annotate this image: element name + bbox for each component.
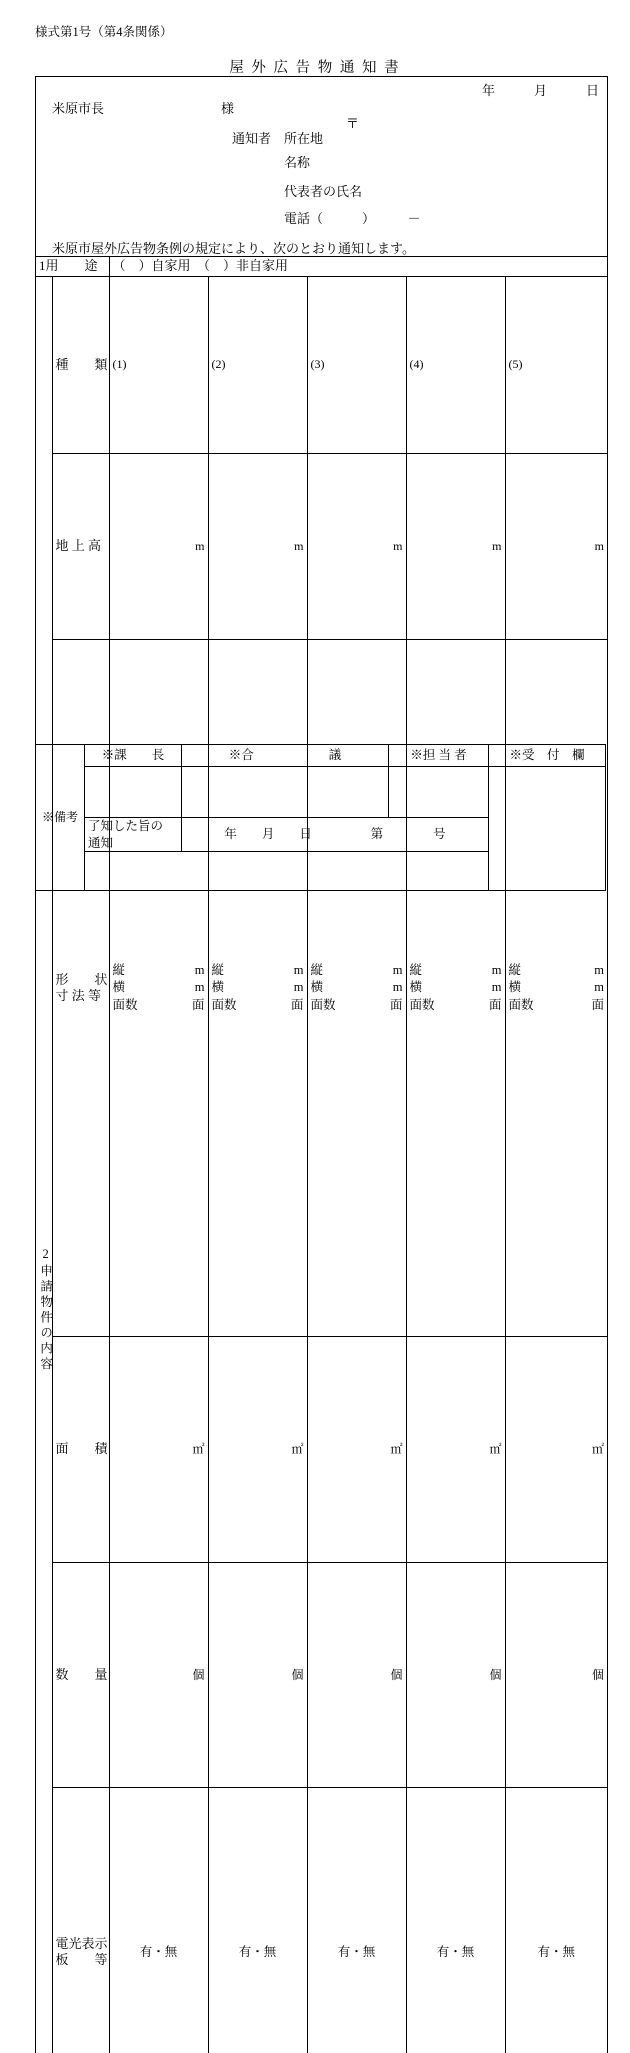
shape-label-line1: 形 状	[56, 972, 106, 988]
addressee-label: 米原市長	[52, 98, 104, 117]
shape-v-label: 縦	[113, 963, 126, 979]
shape-v-unit: m	[294, 963, 304, 979]
kind-col-5: (5)	[505, 277, 607, 454]
shape-h-unit: m	[492, 980, 502, 996]
quantity-cell: 個	[406, 1562, 505, 1788]
electric-label-line2: 板 等	[56, 1952, 106, 1968]
notice-label-line2: 通知	[88, 835, 178, 851]
header-block	[36, 77, 607, 257]
notifier-representative-label: 代表者の氏名	[284, 181, 362, 200]
ground-height-label: 地 上 高	[52, 453, 109, 639]
main-form-box	[35, 76, 608, 2053]
section1-usage-options: （ ）自家用 （ ）非自家用	[109, 257, 607, 277]
shape-faces-label: 面数	[509, 998, 534, 1014]
consultation-cell	[182, 767, 389, 818]
shape-v-label: 縦	[311, 963, 324, 979]
ground-height-cell: m	[307, 453, 406, 639]
acknowledgement-notice-label	[85, 818, 182, 852]
honorific-label: 様	[221, 98, 234, 117]
ground-height-cell: m	[406, 453, 505, 639]
document-title: 屋 外 広 告 物 通 知 書	[0, 56, 630, 77]
shape-label-line2: 寸 法 等	[56, 988, 106, 1004]
kind-col-1: (1)	[109, 277, 208, 454]
shape-h-label: 横	[311, 980, 324, 996]
shape-faces-unit: 面	[390, 998, 403, 1014]
electric-display-label	[52, 1788, 109, 2053]
acknowledgement-notice-cell	[182, 818, 489, 852]
shape-h-unit: m	[294, 980, 304, 996]
section2-side-label: 2申請物件の内容	[37, 283, 53, 2053]
form-number: 様式第1号（第4条関係）	[35, 22, 173, 40]
shape-v-label: 縦	[509, 963, 522, 979]
area-cell: ㎡	[109, 1336, 208, 1562]
area-cell: ㎡	[406, 1336, 505, 1562]
electric-label-line1: 電光表示	[56, 1936, 106, 1952]
date-line: 年 月 日	[482, 80, 599, 99]
notifier-address-label: 所在地	[284, 128, 323, 147]
notifier-label: 通知者	[232, 128, 271, 147]
notifier-phone-label: 電話（ ） －	[284, 208, 421, 227]
area-cell: ㎡	[307, 1336, 406, 1562]
electric-choice-cell: 有・無	[307, 1788, 406, 2053]
ground-height-cell: m	[109, 453, 208, 639]
kind-col-2: (2)	[208, 277, 307, 454]
reception-cell	[489, 767, 606, 891]
shape-v-unit: m	[195, 963, 205, 979]
shape-faces-unit: 面	[591, 998, 604, 1014]
electric-choice-cell: 有・無	[406, 1788, 505, 2053]
quantity-cell: 個	[505, 1562, 607, 1788]
shape-v-unit: m	[393, 963, 403, 979]
remarks-table	[35, 744, 606, 891]
shape-h-unit: m	[594, 980, 604, 996]
electric-choice-cell: 有・無	[208, 1788, 307, 2053]
reception-column-header: ※受 付 欄	[489, 745, 606, 767]
shape-faces-label: 面数	[113, 998, 138, 1014]
quantity-cell: 個	[307, 1562, 406, 1788]
shape-h-label: 横	[212, 980, 225, 996]
shape-faces-label: 面数	[311, 998, 336, 1014]
postal-mark: 〒	[346, 113, 359, 132]
section-chief-cell	[85, 767, 182, 818]
quantity-cell: 個	[109, 1562, 208, 1788]
shape-faces-unit: 面	[192, 998, 205, 1014]
shape-faces-unit: 面	[291, 998, 304, 1014]
shape-h-unit: m	[393, 980, 403, 996]
area-cell: ㎡	[505, 1336, 607, 1562]
form-page	[0, 0, 630, 903]
shape-faces-unit: 面	[489, 998, 502, 1014]
notifier-name-label: 名称	[284, 152, 310, 171]
shape-faces-label: 面数	[212, 998, 237, 1014]
electric-choice-cell: 有・無	[109, 1788, 208, 2053]
notice-number-label: 第 号	[371, 827, 446, 843]
section-chief-header: ※課 長	[85, 745, 182, 767]
quantity-label: 数 量	[52, 1562, 109, 1788]
statement-line: 米原市屋外広告物条例の規定により、次のとおり通知します。	[52, 238, 415, 257]
person-in-charge-cell	[389, 767, 489, 818]
area-label: 面 積	[52, 1336, 109, 1562]
shape-v-label: 縦	[410, 963, 423, 979]
person-in-charge-header: ※担 当 者	[389, 745, 489, 767]
section2-table	[36, 276, 607, 2053]
kind-label: 種 類	[52, 277, 109, 454]
shape-h-label: 横	[509, 980, 522, 996]
shape-h-label: 横	[113, 980, 126, 996]
shape-h-unit: m	[195, 980, 205, 996]
shape-v-label: 縦	[212, 963, 225, 979]
notice-label-line1: 了知した旨の	[88, 818, 178, 834]
ground-height-cell: m	[208, 453, 307, 639]
shape-faces-label: 面数	[410, 998, 435, 1014]
shape-v-unit: m	[492, 963, 502, 979]
consultation-header: ※合 議	[182, 745, 389, 767]
notice-date-label: 年 月 日	[224, 827, 312, 843]
kind-col-4: (4)	[406, 277, 505, 454]
electric-choice-cell: 有・無	[505, 1788, 607, 2053]
kind-col-3: (3)	[307, 277, 406, 454]
remarks-bottom-cell	[85, 852, 489, 891]
section1-table	[36, 256, 607, 277]
quantity-cell: 個	[208, 1562, 307, 1788]
area-cell: ㎡	[208, 1336, 307, 1562]
section2-side-label-cell	[36, 277, 52, 2053]
ground-height-cell: m	[505, 453, 607, 639]
shape-v-unit: m	[594, 963, 604, 979]
section1-label: 1用 途	[36, 257, 109, 277]
remarks-side-label: ※備考	[36, 745, 85, 891]
shape-h-label: 横	[410, 980, 423, 996]
